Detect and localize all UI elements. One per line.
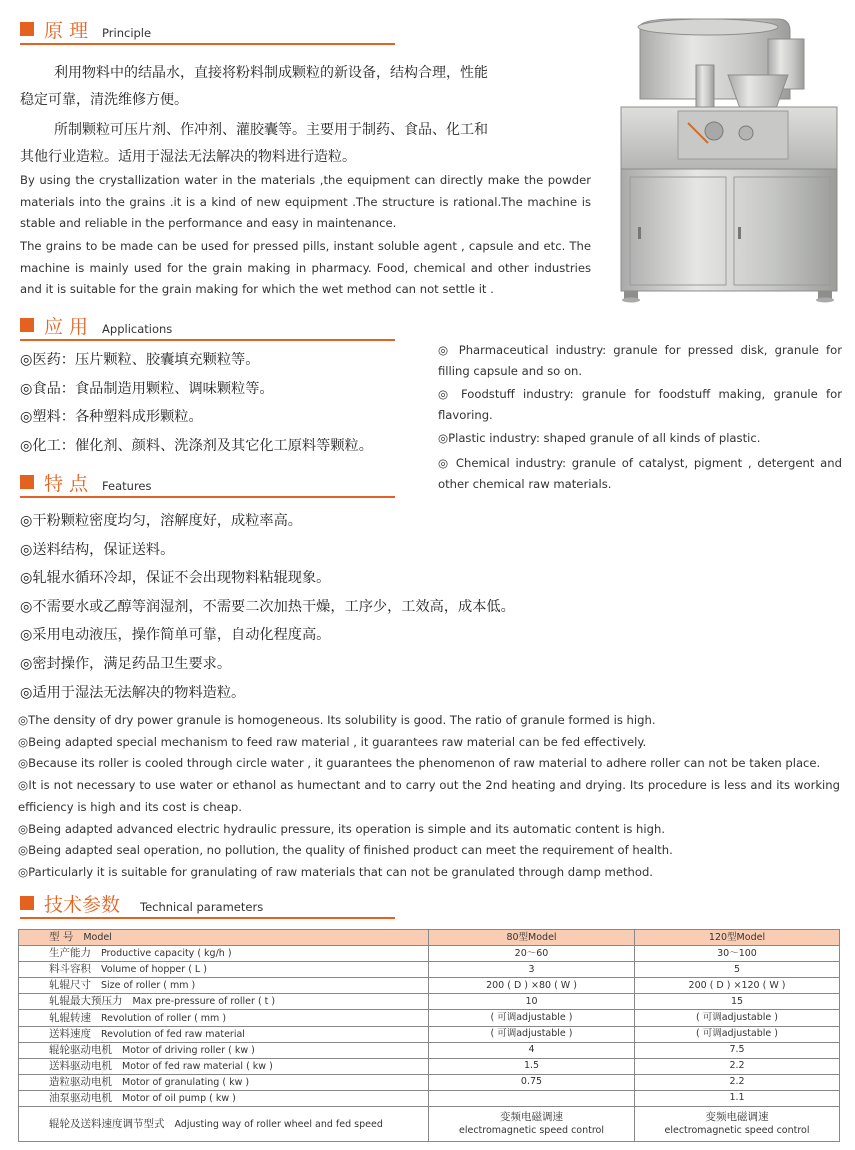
section-underline [20, 339, 395, 341]
section-header-principle [20, 13, 395, 43]
table-header-row [19, 930, 840, 946]
cell-120: 15 [635, 994, 840, 1010]
list-item: ◎化工：催化剂、颜料、洗涤剂及其它化工原料等颗粒。 [20, 437, 373, 454]
granulator-machine-image [618, 15, 843, 305]
principle-en-p2: The grains to be made can be used for pressed pills, instant soluble agent , capsule and etc. The machine is mainly used for the grain making in pharmacy. Food, chemical and other industries and it is suitable for the grain making for which the wet method can not settle it . [20, 239, 591, 297]
orange-square-icon [20, 22, 34, 36]
section-header-applications [20, 309, 395, 339]
principle-cn-p2-line1: 所制颗粒可压片剂、作冲剂、灌胶囊等。主要用于制药、食品、化工和 [54, 122, 488, 138]
list-item: ◎采用电动液压，操作简单可靠，自动化程度高。 [20, 627, 331, 644]
table-row [19, 1010, 840, 1026]
table-row [19, 962, 840, 978]
list-item: ◎食品：食品制造用颗粒、调味颗粒等。 [20, 380, 274, 397]
row-label-cn: 轧辊转速 [49, 1011, 91, 1024]
row-label-cn: 造粒驱动电机 [49, 1075, 112, 1088]
row-label-en: Motor of fed raw material ( kw ) [122, 1060, 273, 1072]
principle-title-en: Principle [102, 26, 152, 40]
technical-title-en: Technical parameters [140, 900, 264, 914]
header-col-120: 120型Model [635, 930, 840, 946]
cell-80: 200 ( D ) ×80 ( W ) [429, 978, 635, 994]
row-label-en: Motor of oil pump ( kw ) [122, 1092, 236, 1104]
principle-en-p1: By using the crystallization water in the materials ,the equipment can directly make the powder materials into the grains .it is a kind of new equipment .The structure is rational.The machine is stable and reliable in the performance and easy in maintenance. [20, 173, 591, 231]
row-label-en: Volume of hopper ( L ) [101, 964, 207, 976]
section-underline [20, 43, 395, 45]
cell-120: 1.1 [635, 1090, 840, 1106]
row-label-en: Motor of driving roller ( kw ) [122, 1044, 255, 1056]
row-label-en: Motor of granulating ( kw ) [122, 1076, 250, 1088]
cell-80-en: electromagnetic speed control [458, 1125, 604, 1137]
list-item: ◎塑料：各种塑料成形颗粒。 [20, 409, 203, 426]
features-title-en: Features [102, 479, 152, 493]
table-row [19, 978, 840, 994]
orange-square-icon [20, 475, 34, 489]
applications-en-list [438, 340, 842, 495]
orange-square-icon [20, 318, 34, 332]
principle-title-cn: 原 理 [44, 20, 89, 42]
row-label-en: Size of roller ( mm ) [101, 980, 196, 992]
features-title-cn: 特 点 [44, 473, 89, 495]
principle-cn-p1-line2: 稳定可靠，清洗维修方便。 [20, 92, 188, 108]
cell-120: 30～100 [635, 946, 840, 962]
list-item: ◎ Foodstuff industry: granule for foodstuff making, granule for flavoring. [438, 387, 842, 422]
row-label-en: Adjusting way of roller wheel and fed speed [174, 1118, 383, 1130]
section-header-technical [20, 887, 395, 917]
cell-120: 2.2 [635, 1058, 840, 1074]
cell-120: 5 [635, 962, 840, 978]
features-en-list [18, 710, 840, 884]
row-label-cn: 轧辊尺寸 [49, 979, 91, 992]
row-label-cn: 送料驱动电机 [49, 1059, 112, 1072]
technical-parameters-table [18, 929, 840, 1142]
row-label-cn: 油泵驱动电机 [49, 1091, 112, 1104]
list-item: ◎Being adapted advanced electric hydraulic pressure, its operation is simple and its automatic content is high. [18, 821, 666, 836]
table-row [19, 1058, 840, 1074]
table-row [19, 946, 840, 962]
cell-80: 4 [429, 1042, 635, 1058]
list-item: ◎Particularly it is suitable for granulating of raw materials that can not be granulated through damp method. [18, 864, 653, 879]
list-item: ◎干粉颗粒密度均匀，溶解度好，成粒率高。 [20, 513, 302, 529]
cell-120-cn: 变频电磁调速 [705, 1111, 769, 1124]
list-item: ◎The density of dry power granule is homogeneous. Its solubility is good. The ratio of granule formed is high. [18, 713, 656, 727]
list-item: ◎密封操作，满足药品卫生要求。 [20, 655, 232, 672]
header-col-80: 80型Model [429, 930, 635, 946]
list-item: ◎Being adapted seal operation, no pollution, the quality of finished product can meet the requirement of health. [18, 843, 673, 858]
table-row [19, 1026, 840, 1042]
cell-120: 2.2 [635, 1074, 840, 1090]
list-item: ◎ Chemical industry: granule of catalyst, pigment , detergent and other chemical raw materials. [438, 456, 842, 491]
section-underline [20, 917, 395, 919]
applications-title-en: Applications [102, 322, 173, 336]
principle-cn-text [20, 60, 595, 171]
table-row [19, 994, 840, 1010]
row-label-cn: 送料速度 [49, 1027, 91, 1040]
cell-80: ( 可调adjustable ) [429, 1010, 635, 1026]
cell-120: 200 ( D ) ×120 ( W ) [635, 978, 840, 994]
cell-80 [429, 1090, 635, 1106]
list-item: ◎轧辊水循环冷却，保证不会出现物料粘辊现象。 [20, 570, 331, 587]
orange-square-icon [20, 896, 34, 910]
cell-80-cn: 变频电磁调速 [500, 1111, 563, 1124]
cell-80: 10 [429, 994, 635, 1010]
table-row [19, 1107, 840, 1142]
applications-title-cn: 应 用 [44, 316, 89, 338]
principle-cn-p2-line2: 其他行业造粒。适用于湿法无法解决的物料进行造粒。 [20, 149, 356, 165]
list-item: ◎Because its roller is cooled through circle water , it guarantees the phenomenon of raw material to adhere roller can not be taken place. [18, 756, 821, 771]
row-label-cn: 辊轮及送料速度调节型式 [49, 1117, 165, 1130]
cell-80: 3 [429, 962, 635, 978]
row-label-en: Revolution of fed raw material [101, 1028, 245, 1040]
cell-80: 20～60 [429, 946, 635, 962]
applications-cn-list [20, 346, 373, 460]
list-item: ◎不需要水或乙醇等润湿剂，不需要二次加热干燥，工序少，工效高，成本低。 [20, 598, 515, 615]
row-label-cn: 辊轮驱动电机 [49, 1043, 112, 1056]
row-label-cn: 料斗容积 [49, 963, 91, 976]
section-underline [20, 496, 395, 498]
cell-120: ( 可调adjustable ) [635, 1010, 840, 1026]
section-header-features [20, 466, 395, 496]
list-item: ◎Being adapted special mechanism to feed raw material , it guarantees raw material can be fed effectively. [18, 734, 647, 749]
cell-80: 1.5 [429, 1058, 635, 1074]
row-label-en: Revolution of roller ( mm ) [101, 1012, 227, 1024]
principle-cn-p1-line1: 利用物料中的结晶水，直接将粉料制成颗粒的新设备，结构合理，性能 [54, 65, 488, 81]
cell-120: 7.5 [635, 1042, 840, 1058]
list-item: ◎送料结构，保证送料。 [20, 541, 175, 558]
row-label-cn: 轧辊最大预压力 [49, 995, 123, 1008]
features-cn-list [20, 507, 515, 707]
cell-80: ( 可调adjustable ) [429, 1026, 635, 1042]
list-item: ◎ Pharmaceutical industry: granule for pressed disk, granule for filling capsule and so on. [438, 343, 842, 378]
row-label-cn: 生产能力 [49, 947, 91, 960]
table-row [19, 1074, 840, 1090]
list-item: ◎It is not necessary to use water or ethanol as humectant and to carry out the 2nd heating and drying. Its procedure is less and its working efficiency is high and its cost is cheap. [18, 778, 840, 814]
list-item: ◎医药：压片颗粒、胶囊填充颗粒等。 [20, 352, 260, 368]
row-label-en: Productive capacity ( kg/h ) [101, 948, 232, 960]
table-row [19, 1042, 840, 1058]
list-item: ◎Plastic industry: shaped granule of all kinds of plastic. [438, 431, 761, 445]
cell-120-en: electromagnetic speed control [664, 1125, 810, 1137]
row-label-en: Max pre-pressure of roller ( t ) [132, 996, 276, 1008]
cell-120: ( 可调adjustable ) [635, 1026, 840, 1042]
header-label-cn: 型 号 [49, 931, 74, 944]
technical-title-cn: 技术参数 [44, 894, 121, 916]
cell-80: 0.75 [429, 1074, 635, 1090]
table-row [19, 1090, 840, 1106]
header-label-en: Model [83, 932, 112, 944]
list-item: ◎适用于湿法无法解决的物料造粒。 [20, 684, 246, 701]
